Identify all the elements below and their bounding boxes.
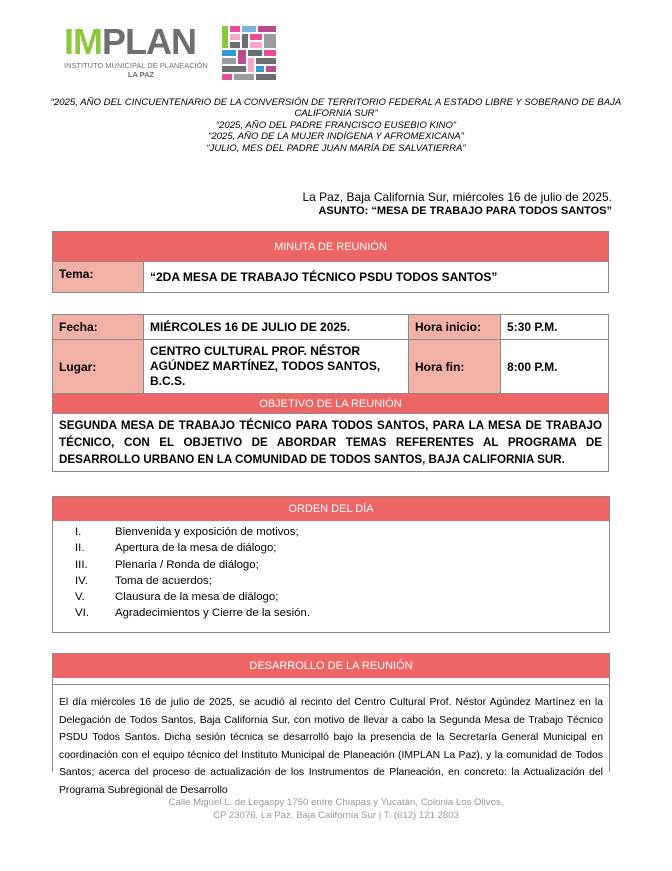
agenda-text: Apertura de la mesa de diálogo; <box>115 542 277 555</box>
desarrollo-text: El día miércoles 16 de julio de 2025, se acudió al recinto del Centro Cultural Prof. Néstor Agúndez Martínez en la Delegación de Todos Santos, Baja California Sur, con motivo de llevar a cabo la Segunda Mesa de Trabajo Técnico PSDU Todos Santos. Dicha sesión técnica se desarrolló bajo la presencia de la Secretaría General Municipal en coordinación con el equipo técnico del Instituto Municipal de Planeación (IMPLAN La Paz), y la comunidad de Todos Santos; acerca del proceso de actualización de los Instrumentos de Planeación, en concreto: la Actualización del Programa Subregional de Desarrollo <box>59 697 603 796</box>
objetivo-text: SEGUNDA MESA DE TRABAJO TÉCNICO PARA TODOS SANTOS, PARA LA MESA DE TRABAJO TÉCNICO, CON EL OBJETIVO DE ABORDAR TEMAS REFERENTES AL PROGRAMA DE DESARROLLO URBANO EN LA COMUNIDAD DE TODOS SANTOS, BAJA CALIFORNIA SUR. <box>53 414 609 472</box>
logo-mosaic-icon <box>222 26 278 80</box>
motto-line: “2025, AÑO DEL CINCUENTENARIO DE LA CONVERSIÓN DE TERRITORIO FEDERAL A ESTADO LIBRE Y SOBERANO DE BAJA CALIFORNIA SUR” <box>50 97 622 120</box>
list-item <box>53 540 609 556</box>
orden-section <box>52 496 610 633</box>
lugar-label: Lugar: <box>53 340 144 394</box>
motto-line: “2025, AÑO DE LA MUJER INDÍGENA Y AFROMEXICANA” <box>208 131 464 143</box>
list-item <box>53 557 609 573</box>
tema-label: Tema: <box>53 262 144 293</box>
agenda-num: V. <box>75 591 85 604</box>
agenda-num: II. <box>75 542 85 555</box>
motto-line: “JULIO, MES DEL PADRE JUAN MARÍA DE SALVATIERRA” <box>206 142 466 154</box>
implan-logo <box>64 21 280 82</box>
agenda-text: Clausura de la mesa de diálogo; <box>115 591 279 604</box>
tema-value: “2DA MESA DE TRABAJO TÉCNICO PSDU TODOS SANTOS” <box>144 262 609 293</box>
agenda-text: Agradecimientos y Cierre de la sesión. <box>115 607 310 620</box>
desarrollo-section <box>52 653 610 796</box>
list-item <box>53 605 609 621</box>
orden-title: ORDEN DEL DÍA <box>53 497 609 521</box>
list-item <box>53 589 609 605</box>
list-item <box>53 573 609 589</box>
details-table <box>52 314 609 472</box>
agenda-text: Bienvenida y exposición de motivos; <box>115 526 299 538</box>
desarrollo-title: DESARROLLO DE LA REUNIÓN <box>53 654 609 678</box>
logo-city: LA PAZ <box>127 70 155 79</box>
agenda-list <box>53 521 609 622</box>
hora-inicio-value: 5:30 P.M. <box>501 315 609 340</box>
hora-fin-value: 8:00 P.M. <box>501 340 609 394</box>
agenda-num: I. <box>75 526 82 538</box>
footer-line-1: Calle Miguel L. de Legaspy 1750 entre Chiapas y Yucatán, Colonia Los Olivos, <box>168 797 504 808</box>
agenda-num: III. <box>75 558 88 571</box>
logo-word-im: IM <box>64 21 102 62</box>
logo-word-plan: PLAN <box>102 21 196 62</box>
minuta-title: MINUTA DE REUNIÓN <box>53 232 609 262</box>
logo-wordmark <box>64 21 196 62</box>
motto-line: “2025, AÑO DEL PADRE FRANCISCO EUSEBIO KINO” <box>215 119 457 131</box>
footer-address <box>0 796 672 822</box>
hora-inicio-label: Hora inicio: <box>409 315 501 340</box>
mottos-block <box>40 97 632 154</box>
fecha-value: MIÉRCOLES 16 DE JULIO DE 2025. <box>144 315 409 340</box>
agenda-num: VI. <box>75 607 89 620</box>
minuta-table <box>52 231 609 293</box>
lugar-value: CENTRO CULTURAL PROF. NÉSTOR AGÚNDEZ MARTÍNEZ, TODOS SANTOS, B.C.S. <box>144 340 409 394</box>
fecha-label: Fecha: <box>53 315 144 340</box>
logo-subtitle: INSTITUTO MUNICIPAL DE PLANEACIÓN <box>64 61 208 70</box>
list-item <box>53 524 609 540</box>
agenda-text: Toma de acuerdos; <box>115 574 212 587</box>
objetivo-title: OBJETIVO DE LA REUNIÓN <box>53 394 609 414</box>
hora-fin-label: Hora fin: <box>409 340 501 394</box>
agenda-text: Plenaria / Ronda de diálogo; <box>115 558 259 571</box>
date-line: La Paz, Baja California Sur, miércoles 16 de julio de 2025. <box>302 190 612 204</box>
agenda-num: IV. <box>75 574 88 587</box>
subject-line: ASUNTO: “MESA DE TRABAJO PARA TODOS SANTOS” <box>318 205 612 217</box>
footer-line-2: CP 23076, La Paz, Baja California Sur | T. (612) 121 2803 <box>213 810 459 821</box>
